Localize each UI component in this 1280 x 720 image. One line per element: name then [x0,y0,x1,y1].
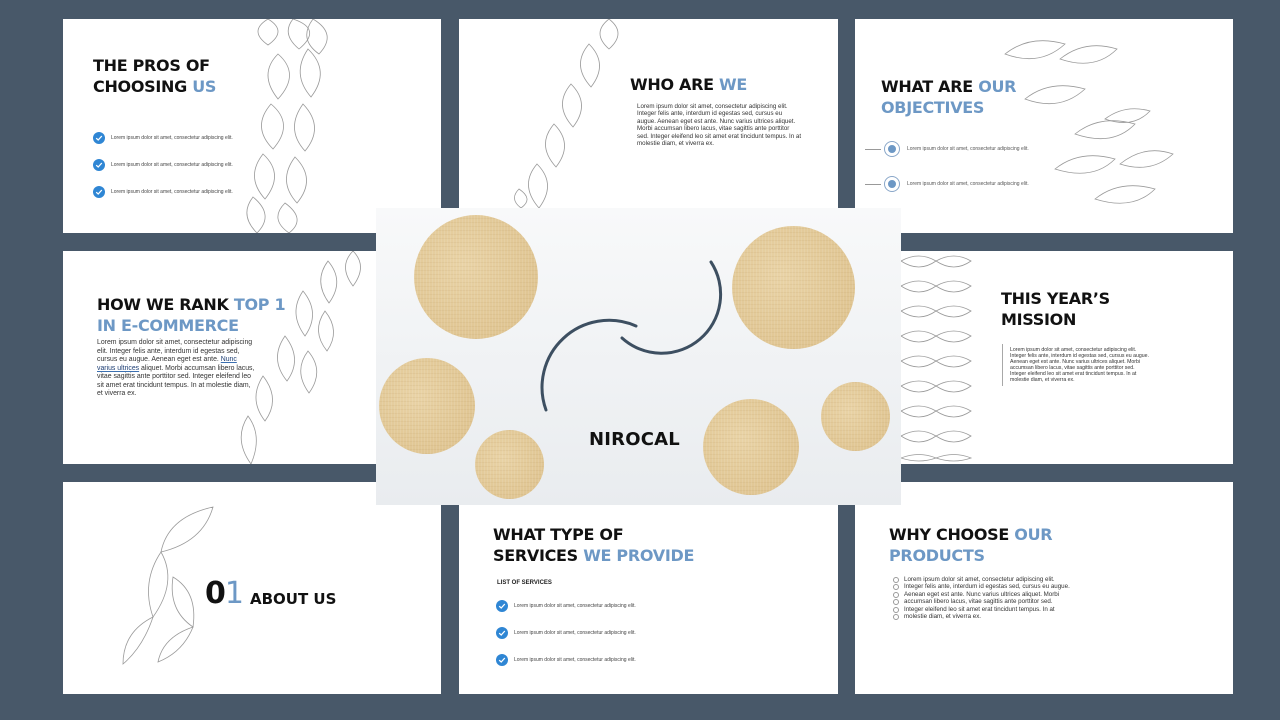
list-item-text: Aenean eget est ante. Nunc varius ultrices aliquet. Morbi [904,590,1060,598]
bullet-icon [893,592,899,598]
check-circle-icon [93,159,105,171]
slide-pros[interactable] [63,19,441,233]
title-accent: OBJECTIVES [881,98,985,117]
bullet-list [893,576,1073,620]
slide-services[interactable] [459,505,838,694]
body-text-part: aliquet. Morbi accumsan libero lacus, vitae sagittis ante porttitor sed. Integer eleifend leo sit amet erat tincidunt tempus. In at molestie diam, et viverra ex. [97,364,255,397]
slide-who[interactable] [459,19,838,208]
list-item [496,653,636,667]
slide-products[interactable] [855,482,1233,694]
list-item [496,626,636,640]
body-text: Lorem ipsum dolor sit amet, consectetur adipiscing elit. Integer felis ante, interdum id egestas sed, cursus eu augue. Aenean eget est ante. Nunc varius ultrices aliquet. Morbi accumsan libero lacus, vitae sagittis ante porttitor sed. Integer eleifend leo sit amet erat tincidunt tempus. In at molestie diam, et viverra ex. [1010,347,1149,384]
title-accent: OUR [1014,525,1053,544]
slide-title [1001,288,1110,330]
quote-bar [1002,344,1003,386]
target-dot-icon [884,176,900,192]
slide-hero[interactable] [376,208,901,505]
list-item-text: Lorem ipsum dolor sit amet, consectetur adipiscing elit. [111,135,233,141]
title-accent: IN E-COMMERCE [97,316,239,335]
list-item [893,606,1073,613]
body-text: Lorem ipsum dolor sit amet, consectetur adipiscing elit. Integer felis ante, interdum id egestas sed, cursus eu augue. Aenean eget est ante. Nunc varius ultrices aliquet. Morbi accumsan libero lacus, vitae sagittis ante porttitor sed. Integer eleifend leo sit amet erat tincidunt tempus. In at molestie diam, et viverra ex. [637,103,802,148]
slide-title [881,76,1016,118]
title-text: WHAT ARE [881,77,973,96]
section-title: ABOUT US [250,590,337,608]
list-item-text: molestie diam, et viverra ex. [904,613,982,621]
list-item [893,613,1073,620]
title-line-1: THIS YEAR’S [1001,289,1110,308]
slide-title [630,74,747,95]
check-circle-icon [496,600,508,612]
title-line-1: WHAT TYPE OF [493,525,624,544]
list-heading: LIST OF SERVICES [497,580,552,586]
slide-title [889,524,1052,566]
list-item-text: Lorem ipsum dolor sit amet, consectetur adipiscing elit. [111,189,233,195]
slide-objectives[interactable] [855,19,1233,233]
title-line-2: SERVICES [493,546,578,565]
list-item-text: Lorem ipsum dolor sit amet, consectetur adipiscing elit. [514,657,636,663]
bullet-icon [893,614,899,620]
body-text [97,339,255,399]
list-item-text: accumsan libero lacus, vitae sagittis ante porttitor sed. [904,598,1053,606]
bullet-icon [893,607,899,613]
slide-title [493,524,694,566]
list-item [893,583,1073,590]
slide-title [93,55,216,97]
list-item-text: Lorem ipsum dolor sit amet, consectetur adipiscing elit. [907,146,1029,152]
title-line-1: THE PROS OF [93,56,210,75]
title-accent: PRODUCTS [889,546,985,565]
list-item-text: Lorem ipsum dolor sit amet, consectetur adipiscing elit. [514,603,636,609]
arc-decoration [376,208,901,505]
leaf-pattern-decoration [63,482,441,694]
slide-rank[interactable] [63,251,376,464]
title-text: WHO ARE [630,75,714,94]
section-number-digit-accent: 1 [224,576,243,611]
list-item-text: Lorem ipsum dolor sit amet, consectetur adipiscing elit. [907,181,1029,187]
list-item-text: Lorem ipsum dolor sit amet, consectetur adipiscing elit. [111,162,233,168]
bullet-icon [893,599,899,605]
slide-title [97,294,285,336]
list-item [93,185,233,199]
list-item [893,591,1073,598]
section-number [205,576,243,611]
leaf-pattern-decoration [63,19,441,233]
check-circle-icon [496,627,508,639]
brand-name: NIROCAL [589,429,680,450]
title-accent: TOP 1 [233,295,286,314]
list-item [496,599,636,613]
section-number-digit: 0 [205,576,225,611]
title-text: HOW WE RANK [97,295,229,314]
list-item [93,131,233,145]
list-item [893,576,1073,583]
slide-about[interactable] [63,482,441,694]
check-circle-icon [93,186,105,198]
list-item [893,598,1073,605]
bullet-icon [893,584,899,590]
divider [865,184,881,185]
check-circle-icon [93,132,105,144]
body-text-part: Lorem ipsum dolor sit amet, consectetur adipiscing elit. Integer felis ante, interdum id egestas sed, cursus eu augue. Aenean eget est ante. [97,339,253,363]
leaf-pattern-decoration [855,19,1233,233]
list-item-text: Lorem ipsum dolor sit amet, consectetur adipiscing elit. [514,630,636,636]
body-link[interactable]: Nunc varius ultrices [97,356,237,372]
divider [865,149,881,150]
slide-mission[interactable] [901,251,1233,464]
title-text: WHY CHOOSE [889,525,1009,544]
list-item-text: Integer eleifend leo sit amet erat tincidunt tempus. In at [904,605,1055,613]
title-line-2: CHOOSING [93,77,187,96]
list-item-text: Integer felis ante, interdum id egestas sed, cursus eu augue. [904,583,1070,591]
title-accent: WE PROVIDE [583,546,695,565]
title-accent: US [192,77,217,96]
title-line-2: MISSION [1001,310,1077,329]
target-dot-icon [884,141,900,157]
list-item-text: Lorem ipsum dolor sit amet, consectetur adipiscing elit. [904,576,1055,583]
list-item [93,158,233,172]
title-accent: OUR [978,77,1017,96]
title-accent: WE [719,75,748,94]
bullet-icon [893,577,899,583]
check-circle-icon [496,654,508,666]
